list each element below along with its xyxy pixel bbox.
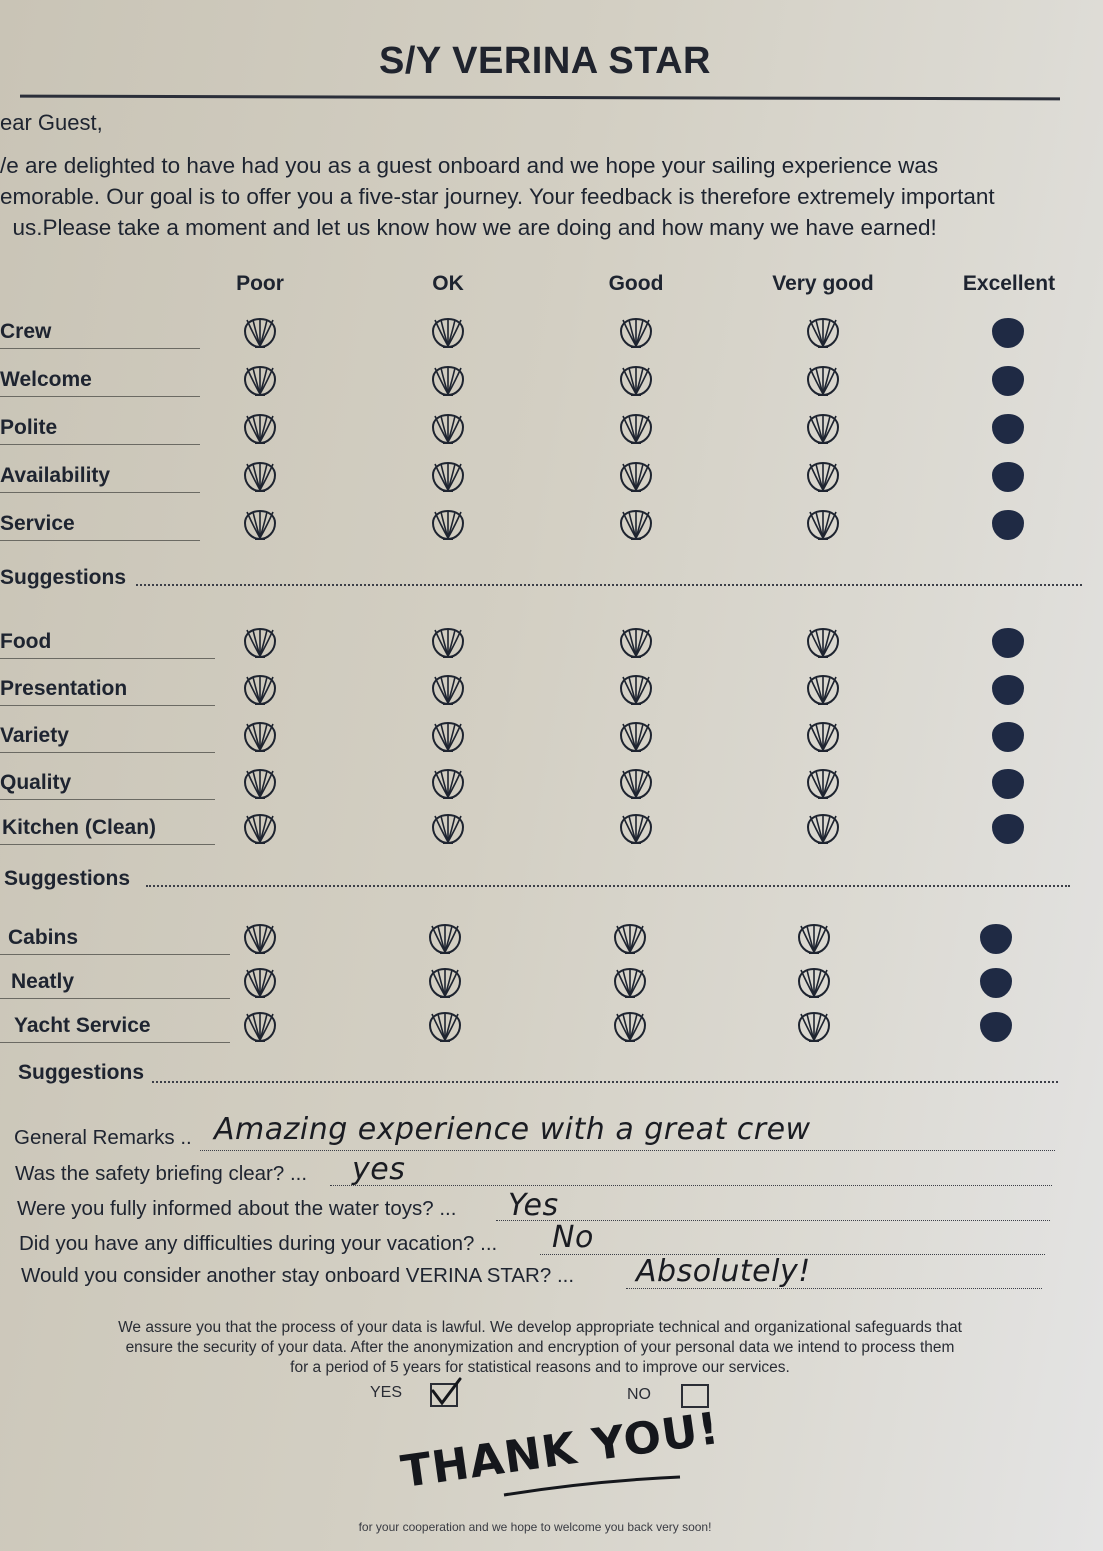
shell-rating-filled-icon[interactable] xyxy=(990,812,1026,846)
shell-rating-icon[interactable] xyxy=(242,673,278,707)
shell-rating-icon[interactable] xyxy=(612,922,648,956)
shell-rating-icon[interactable] xyxy=(805,673,841,707)
shell-rating-icon[interactable] xyxy=(430,767,466,801)
rating-row-label: Presentation xyxy=(0,677,128,700)
privacy-line: ensure the security of your data. After the anonymization and encryption of your personal data we intend to process them xyxy=(125,1339,955,1356)
row-underline xyxy=(0,492,200,493)
rating-row-label: Variety xyxy=(0,724,69,747)
question-general-remarks: General Remarks .. xyxy=(14,1126,192,1149)
rating-row-label: Polite xyxy=(0,416,58,439)
consent-no-label: NO xyxy=(627,1386,651,1403)
rating-row xyxy=(0,673,1103,713)
rating-row xyxy=(0,966,1103,1006)
shell-rating-icon[interactable] xyxy=(427,1010,463,1044)
shell-rating-icon[interactable] xyxy=(805,720,841,754)
suggestions-dotted-line[interactable] xyxy=(152,1081,1058,1083)
shell-rating-icon[interactable] xyxy=(242,966,278,1000)
shell-rating-icon[interactable] xyxy=(242,626,278,660)
shell-rating-icon[interactable] xyxy=(242,767,278,801)
underline-stroke xyxy=(500,1475,700,1505)
shell-rating-icon[interactable] xyxy=(430,720,466,754)
rating-row xyxy=(0,460,1103,500)
intro-line: us.Please take a moment and let us know how we are doing and how many we have earned! xyxy=(0,215,937,240)
suggestions-dotted-line[interactable] xyxy=(136,584,1082,586)
shell-rating-filled-icon[interactable] xyxy=(990,720,1026,754)
consent-yes-checkbox[interactable] xyxy=(430,1383,458,1407)
row-underline xyxy=(0,1042,230,1043)
row-underline xyxy=(0,705,215,706)
shell-rating-icon[interactable] xyxy=(805,364,841,398)
shell-rating-icon[interactable] xyxy=(796,1010,832,1044)
handwritten-answer: Yes xyxy=(508,1188,559,1223)
shell-rating-icon[interactable] xyxy=(427,922,463,956)
rating-row xyxy=(0,922,1103,962)
shell-rating-icon[interactable] xyxy=(618,412,654,446)
suggestions-label: Suggestions xyxy=(18,1061,145,1084)
rating-row-label: Quality xyxy=(0,771,72,794)
shell-rating-filled-icon[interactable] xyxy=(990,460,1026,494)
form-title: S/Y VERINA STAR xyxy=(379,40,711,82)
intro-line: emorable. Our goal is to offer you a five-star journey. Your feedback is therefore extremely important xyxy=(0,184,995,209)
shell-rating-filled-icon[interactable] xyxy=(990,626,1026,660)
handwritten-answer: yes xyxy=(352,1152,406,1187)
row-underline xyxy=(0,658,215,659)
shell-rating-icon[interactable] xyxy=(430,316,466,350)
row-underline xyxy=(0,444,200,445)
shell-rating-icon[interactable] xyxy=(618,508,654,542)
shell-rating-filled-icon[interactable] xyxy=(990,364,1026,398)
rating-row-label: Food xyxy=(0,630,52,653)
handwritten-answer: Absolutely! xyxy=(636,1254,811,1289)
question-another-stay: Would you consider another stay onboard VERINA STAR? ... xyxy=(21,1264,575,1287)
shell-rating-icon[interactable] xyxy=(242,364,278,398)
rating-row xyxy=(0,508,1103,548)
shell-rating-icon[interactable] xyxy=(242,720,278,754)
rating-row xyxy=(0,1010,1103,1050)
rating-row-label: Cabins xyxy=(8,926,79,949)
rating-row-label: Welcome xyxy=(0,368,92,391)
row-underline xyxy=(0,348,200,349)
shell-rating-icon[interactable] xyxy=(805,460,841,494)
suggestions-dotted-line[interactable] xyxy=(146,885,1070,887)
row-underline xyxy=(0,540,200,541)
shell-rating-filled-icon[interactable] xyxy=(978,966,1014,1000)
shell-rating-filled-icon[interactable] xyxy=(978,1010,1014,1044)
shell-rating-icon[interactable] xyxy=(242,812,278,846)
shell-rating-icon[interactable] xyxy=(242,316,278,350)
shell-rating-icon[interactable] xyxy=(242,460,278,494)
intro-text xyxy=(0,150,1103,243)
column-header-poor: Poor xyxy=(236,272,284,295)
shell-rating-icon[interactable] xyxy=(430,673,466,707)
shell-rating-icon[interactable] xyxy=(618,364,654,398)
rating-row xyxy=(0,316,1103,356)
column-header-very-good: Very good xyxy=(772,272,874,295)
shell-rating-filled-icon[interactable] xyxy=(990,508,1026,542)
rating-row xyxy=(0,412,1103,452)
question-water-toys: Were you fully informed about the water toys? ... xyxy=(17,1197,457,1220)
shell-rating-icon[interactable] xyxy=(805,812,841,846)
shell-rating-icon[interactable] xyxy=(242,922,278,956)
footer-note: for your cooperation and we hope to welcome you back very soon! xyxy=(358,1520,712,1534)
shell-rating-icon[interactable] xyxy=(805,508,841,542)
shell-rating-icon[interactable] xyxy=(612,966,648,1000)
shell-rating-icon[interactable] xyxy=(618,767,654,801)
shell-rating-icon[interactable] xyxy=(618,673,654,707)
shell-rating-icon[interactable] xyxy=(618,460,654,494)
title-divider xyxy=(20,95,1060,101)
row-underline xyxy=(0,752,215,753)
question-safety-briefing: Was the safety briefing clear? ... xyxy=(15,1162,308,1185)
shell-rating-filled-icon[interactable] xyxy=(990,412,1026,446)
answer-line[interactable] xyxy=(200,1150,1055,1151)
rating-row-label: Availability xyxy=(0,464,111,487)
shell-rating-icon[interactable] xyxy=(805,626,841,660)
rating-row-label: Yacht Service xyxy=(14,1014,151,1037)
shell-rating-filled-icon[interactable] xyxy=(990,316,1026,350)
rating-row xyxy=(0,720,1103,760)
rating-row xyxy=(0,767,1103,807)
shell-rating-icon[interactable] xyxy=(430,460,466,494)
shell-rating-icon[interactable] xyxy=(618,720,654,754)
shell-rating-icon[interactable] xyxy=(805,767,841,801)
shell-rating-icon[interactable] xyxy=(805,412,841,446)
shell-rating-filled-icon[interactable] xyxy=(978,922,1014,956)
shell-rating-icon[interactable] xyxy=(430,364,466,398)
column-header-excellent: Excellent xyxy=(962,272,1056,295)
suggestions-label: Suggestions xyxy=(4,867,131,890)
rating-row-label: Crew xyxy=(0,320,52,343)
answer-line[interactable] xyxy=(330,1185,1052,1186)
rating-row xyxy=(0,364,1103,404)
data-privacy-notice xyxy=(20,1318,1060,1378)
shell-rating-icon[interactable] xyxy=(612,1010,648,1044)
row-underline xyxy=(0,799,215,800)
suggestions-label: Suggestions xyxy=(0,566,127,589)
privacy-line: for a period of 5 years for statistical reasons and to improve our services. xyxy=(290,1359,790,1376)
row-underline xyxy=(0,998,230,999)
rating-row-label: Kitchen (Clean) xyxy=(2,816,157,839)
handwritten-answer: Amazing experience with a great crew xyxy=(214,1112,811,1147)
shell-rating-icon[interactable] xyxy=(618,626,654,660)
shell-rating-icon[interactable] xyxy=(430,812,466,846)
shell-rating-icon[interactable] xyxy=(796,966,832,1000)
greeting: ear Guest, xyxy=(0,110,103,135)
intro-line: /e are delighted to have had you as a guest onboard and we hope your sailing experience was xyxy=(0,153,939,178)
shell-rating-icon[interactable] xyxy=(427,966,463,1000)
shell-rating-icon[interactable] xyxy=(430,508,466,542)
consent-yes-label: YES xyxy=(370,1384,403,1401)
thank-you-handwritten: THANK YOU! xyxy=(398,1402,723,1499)
shell-rating-icon[interactable] xyxy=(618,812,654,846)
shell-rating-icon[interactable] xyxy=(618,316,654,350)
checkmark-icon xyxy=(430,1377,464,1407)
row-underline xyxy=(0,954,230,955)
rating-row-label: Service xyxy=(0,512,75,535)
rating-row-label: Neatly xyxy=(11,970,75,993)
shell-rating-icon[interactable] xyxy=(430,412,466,446)
shell-rating-filled-icon[interactable] xyxy=(990,767,1026,801)
column-header-ok: OK xyxy=(432,272,464,295)
shell-rating-icon[interactable] xyxy=(242,508,278,542)
shell-rating-icon[interactable] xyxy=(796,922,832,956)
shell-rating-icon[interactable] xyxy=(242,1010,278,1044)
row-underline xyxy=(0,844,215,845)
column-header-good: Good xyxy=(608,272,664,295)
rating-row xyxy=(0,812,1103,852)
shell-rating-filled-icon[interactable] xyxy=(990,673,1026,707)
handwritten-answer: No xyxy=(552,1220,594,1255)
question-difficulties: Did you have any difficulties during your vacation? ... xyxy=(19,1232,498,1255)
rating-row xyxy=(0,626,1103,666)
row-underline xyxy=(0,396,200,397)
shell-rating-icon[interactable] xyxy=(430,626,466,660)
shell-rating-icon[interactable] xyxy=(242,412,278,446)
privacy-line: We assure you that the process of your data is lawful. We develop appropriate technical and organizational safeguards that xyxy=(118,1319,962,1336)
shell-rating-icon[interactable] xyxy=(805,316,841,350)
